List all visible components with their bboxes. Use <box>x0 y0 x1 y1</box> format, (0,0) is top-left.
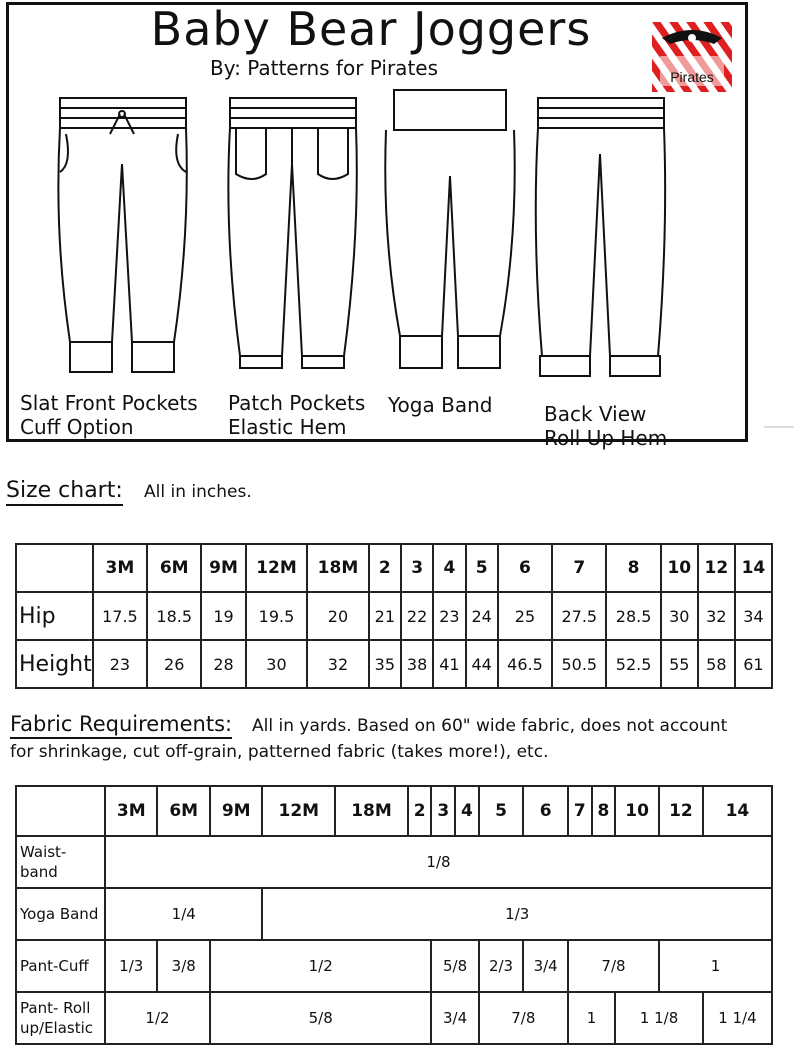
table-row <box>16 592 772 640</box>
table-cell: 5 <box>466 544 498 592</box>
table-row <box>16 992 772 1044</box>
table-cell: 18M <box>335 786 408 836</box>
table-cell: 10 <box>615 786 659 836</box>
row-label: Waist-band <box>16 836 105 888</box>
table-cell: 28.5 <box>606 592 660 640</box>
table-cell: 3/4 <box>523 940 568 992</box>
table-cell: 23 <box>93 640 147 688</box>
table-cell: 5 <box>479 786 524 836</box>
size-chart-title: Size chart: <box>6 478 123 506</box>
table-cell: 8 <box>592 786 616 836</box>
table-cell: 58 <box>698 640 735 688</box>
table-cell: 18M <box>307 544 368 592</box>
caption-line: Roll Up Hem <box>544 426 668 450</box>
table-cell: 3M <box>105 786 157 836</box>
table-cell: 10 <box>661 544 698 592</box>
pirate-logo <box>652 22 732 92</box>
table-cell: 18.5 <box>147 592 201 640</box>
table-cell: 3/4 <box>431 992 478 1044</box>
size-header-row <box>16 544 772 592</box>
table-cell: 28 <box>201 640 245 688</box>
corner-cell <box>16 544 93 592</box>
table-cell: 6 <box>523 786 568 836</box>
table-cell: 6 <box>498 544 552 592</box>
table-cell: 1/4 <box>105 888 262 940</box>
table-cell: 19.5 <box>246 592 307 640</box>
table-cell: 1/2 <box>105 992 210 1044</box>
table-cell: 7 <box>552 544 606 592</box>
table-row <box>16 640 772 688</box>
divider <box>764 426 794 428</box>
table-cell: 3 <box>431 786 455 836</box>
table-cell: 27.5 <box>552 592 606 640</box>
table-cell: 50.5 <box>552 640 606 688</box>
row-label: Height <box>16 640 93 688</box>
fabric-table <box>15 785 773 1045</box>
caption-line: Patch Pockets <box>228 391 366 415</box>
table-cell: 12M <box>262 786 335 836</box>
table-cell: 5/8 <box>431 940 478 992</box>
table-cell: 61 <box>735 640 772 688</box>
table-cell: 41 <box>433 640 465 688</box>
row-label: Pant- Roll up/Elastic <box>16 992 105 1044</box>
table-cell: 23 <box>433 592 465 640</box>
table-cell: 9M <box>210 786 262 836</box>
table-cell: 6M <box>147 544 201 592</box>
row-label: Hip <box>16 592 93 640</box>
table-cell: 1/8 <box>105 836 772 888</box>
caption-line: Back View <box>544 402 647 426</box>
table-cell: 9M <box>201 544 245 592</box>
table-cell: 3/8 <box>157 940 209 992</box>
table-cell: 38 <box>401 640 433 688</box>
table-cell: 8 <box>606 544 660 592</box>
table-cell: 20 <box>307 592 368 640</box>
caption-slant-pockets <box>20 391 198 439</box>
fabric-note-line1: All in yards. Based on 60" wide fabric, does not account <box>252 716 728 736</box>
row-label: Pant-Cuff <box>16 940 105 992</box>
table-cell: 46.5 <box>498 640 552 688</box>
garment-yoga-band <box>380 86 520 384</box>
table-cell: 52.5 <box>606 640 660 688</box>
table-cell: 30 <box>246 640 307 688</box>
table-cell: 7/8 <box>479 992 568 1044</box>
table-row <box>16 836 772 888</box>
table-cell: 1 1/8 <box>615 992 703 1044</box>
table-cell: 12 <box>659 786 703 836</box>
table-cell: 2 <box>408 786 432 836</box>
table-cell: 32 <box>307 640 368 688</box>
caption-patch-pockets <box>228 391 365 439</box>
caption-line: Cuff Option <box>20 415 134 439</box>
table-cell: 1/3 <box>105 940 157 992</box>
corner-cell <box>16 786 105 836</box>
garment-patch-pockets <box>222 94 362 384</box>
table-cell: 25 <box>498 592 552 640</box>
fabric-title: Fabric Requirements: <box>10 712 232 739</box>
size-chart-table <box>15 543 773 689</box>
byline: By: Patterns for Pirates <box>210 56 439 80</box>
table-cell: 30 <box>661 592 698 640</box>
caption-back-view <box>544 402 667 450</box>
caption-line: Yoga Band <box>388 393 493 417</box>
table-cell: 19 <box>201 592 245 640</box>
table-cell: 3 <box>401 544 433 592</box>
table-cell: 1 1/4 <box>703 992 772 1044</box>
table-cell: 4 <box>455 786 479 836</box>
table-cell: 17.5 <box>93 592 147 640</box>
table-cell: 44 <box>466 640 498 688</box>
table-cell: 21 <box>369 592 401 640</box>
table-cell: 3M <box>93 544 147 592</box>
table-cell: 26 <box>147 640 201 688</box>
table-cell: 55 <box>661 640 698 688</box>
size-chart-note: All in inches. <box>144 482 252 502</box>
table-cell: 34 <box>735 592 772 640</box>
table-cell: 1/2 <box>210 940 431 992</box>
table-cell: 12M <box>246 544 307 592</box>
table-cell: 2/3 <box>479 940 524 992</box>
row-label: Yoga Band <box>16 888 105 940</box>
fabric-note-line2: for shrinkage, cut off-grain, patterned fabric (takes more!), etc. <box>10 742 549 762</box>
table-cell: 35 <box>369 640 401 688</box>
caption-yoga-band <box>388 393 492 417</box>
table-cell: 14 <box>703 786 772 836</box>
table-cell: 7 <box>568 786 592 836</box>
page-title: Baby Bear Joggers <box>150 2 592 56</box>
fabric-header-row <box>16 786 772 836</box>
table-cell: 32 <box>698 592 735 640</box>
table-cell: 1 <box>568 992 615 1044</box>
garment-back-view <box>530 94 670 384</box>
table-cell: 1 <box>659 940 772 992</box>
table-cell: 1/3 <box>262 888 772 940</box>
table-cell: 4 <box>433 544 465 592</box>
table-cell: 14 <box>735 544 772 592</box>
table-row <box>16 940 772 992</box>
table-cell: 5/8 <box>210 992 431 1044</box>
table-cell: 7/8 <box>568 940 659 992</box>
table-cell: 22 <box>401 592 433 640</box>
table-row <box>16 888 772 940</box>
caption-line: Slat Front Pockets <box>20 391 198 415</box>
table-cell: 24 <box>466 592 498 640</box>
garment-slant-pockets <box>52 94 192 384</box>
table-cell: 12 <box>698 544 735 592</box>
table-cell: 2 <box>369 544 401 592</box>
table-cell: 6M <box>157 786 209 836</box>
caption-line: Elastic Hem <box>228 415 347 439</box>
svg-text:Pirates: Pirates <box>670 69 714 85</box>
